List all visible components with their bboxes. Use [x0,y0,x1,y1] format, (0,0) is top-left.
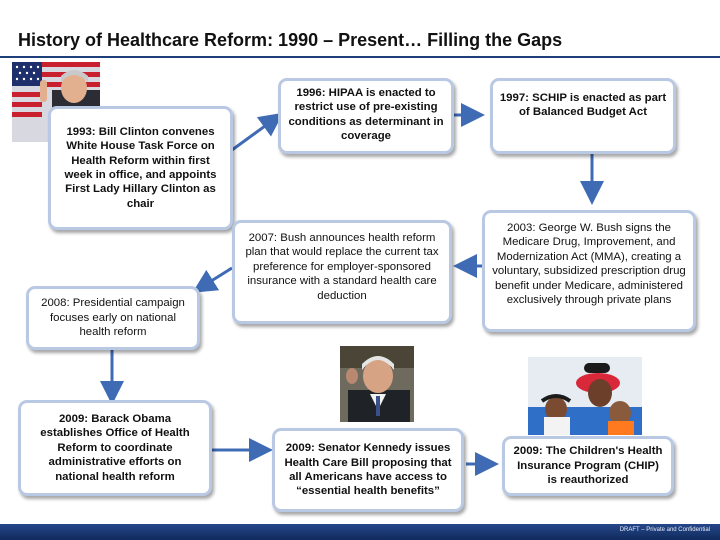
page-title: History of Healthcare Reform: 1990 – Present… Filling the Gaps [18,30,563,50]
event-2007-text: 2007: Bush announces health reform plan that would replace the current tax preference for employer-sponsored insurance with a standard health care deduction [245,232,439,302]
event-1996 [278,78,454,154]
event-2009-obama-text: 2009: Barack Obama establishes Office of Health Reform to coordinate administrative efforts on national health reform [40,412,190,483]
event-2009-chip [502,436,674,496]
event-2003 [482,210,696,332]
event-2009-kennedy-text: 2009: Senator Kennedy issues Health Care Bill proposing that all Americans have access to “essential health benefits” [284,442,452,498]
event-1993 [48,106,233,230]
event-1997 [490,78,676,154]
event-2008-text: 2008: Presidential campaign focuses early on national health reform [41,297,185,339]
event-2007 [232,220,452,324]
event-1997-text: 1997: SCHIP is enacted as part of Balanced Budget Act [499,92,667,119]
event-2008 [26,286,200,350]
event-2003-text: 2003: George W. Bush signs the Medicare Drug, Improvement, and Modernization Act (MMA), creating a voluntary, subsidized prescription drug benefit under Medicare, administered exclusively through private plans [492,222,686,307]
event-1993-text: 1993: Bill Clinton convenes White House Task Force on Health Reform within first week in office, and appoints First Lady Hillary Clinton as chair [64,125,217,210]
arrow-2007-to-2008 [200,268,232,288]
event-2009-kennedy [272,428,464,512]
footer-bar [0,524,720,540]
arrow-1993-to-1996 [232,118,276,150]
event-2009-obama [18,400,212,496]
event-1996-text: 1996: HIPAA is enacted to restrict use of pre-existing conditions as determinant in coverage [288,87,444,143]
event-2009-chip-text: 2009: The Children's Health Insurance Program (CHIP) is reauthorized [513,445,663,487]
footer-label: DRAFT – Private and Confidential [619,527,710,533]
